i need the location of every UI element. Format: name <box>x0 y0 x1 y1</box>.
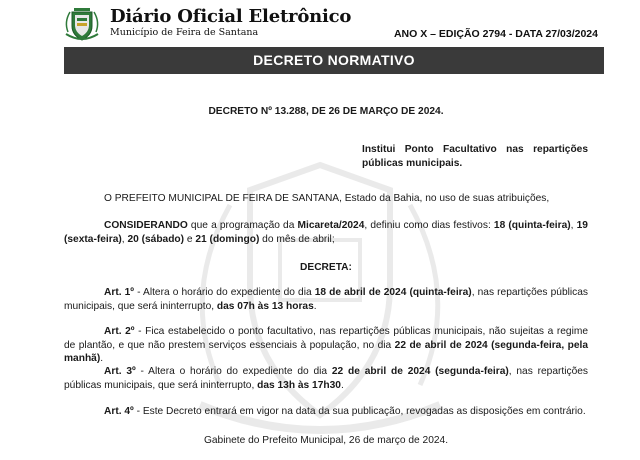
gazette-subtitle: Município de Feira de Santana <box>110 27 259 38</box>
decree-ementa: Institui Ponto Facultativo nas repartições públicas municipais. <box>362 144 588 169</box>
edition-info: ANO X – EDIÇÃO 2794 - DATA 27/03/2024 <box>393 28 598 40</box>
decree-number: DECRETO Nº 13.288, DE 26 DE MARÇO DE 2024. <box>208 106 444 117</box>
gazette-title: Diário Oficial Eletrônico <box>110 6 352 27</box>
article-1: Art. 1º - Altera o horário do expediente do dia 18 de abril de 2024 (quinta-feira), nas repartições públicas municipais, que será ininterrupto, das 07h às 13 horas. <box>64 287 588 312</box>
article-label: Art. 2º <box>104 326 135 337</box>
event-name: Micareta/2024 <box>297 220 365 231</box>
closing-line: Gabinete do Prefeito Municipal, 26 de março de 2024. <box>203 435 449 446</box>
article-3: Art. 3º - Altera o horário do expediente do dia 22 de abril de 2024 (segunda-feira), nas repartições públicas municipais, que será ininterrupto, das 13h às 17h30. <box>64 366 589 391</box>
article-label: Art. 3º <box>104 366 136 377</box>
section-banner: DECRETO NORMATIVO <box>64 47 604 74</box>
considering-paragraph: CONSIDERANDO que a programação da Micareta/2024, definiu como dias festivos: 18 (quinta-feira), 19 (sexta-feira), 20 (sábado) e 21 (domingo) do mês de abril; <box>64 220 588 245</box>
decreta-heading: DECRETA: <box>300 262 352 273</box>
decree-preamble: O PREFEITO MUNICIPAL DE FEIRA DE SANTANA, Estado da Bahia, no uso de suas atribuições, <box>104 193 550 204</box>
article-4: Art. 4º - Este Decreto entrará em vigor na data da sua publicação, revogadas as disposições em contrário. <box>104 406 586 417</box>
article-2: Art. 2º - Fica estabelecido o ponto facultativo, nas repartições públicas municipais, não sujeitas a regime de plantão, e que não prestem serviços essenciais à população, no dia 22 de abril de 2024 (segunda-feira, pela manhã). <box>64 326 589 365</box>
article-label: Art. 4º <box>104 406 134 417</box>
article-label: Art. 1º <box>104 287 135 298</box>
considering-lead: CONSIDERANDO <box>104 220 188 231</box>
